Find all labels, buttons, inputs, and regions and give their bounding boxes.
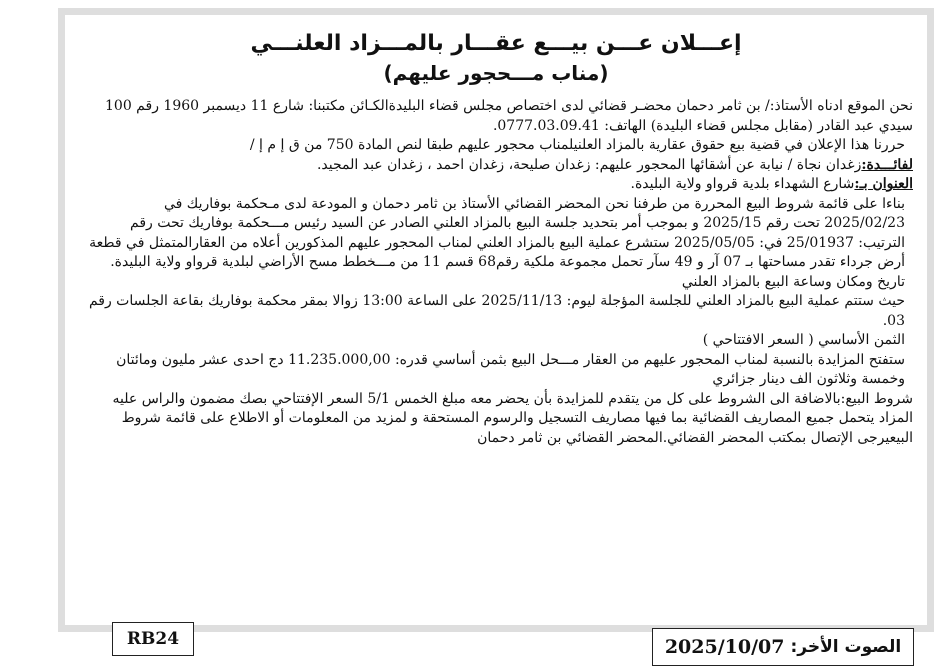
notice-subtitle: (مناب مـــحجور عليهم) xyxy=(383,61,609,85)
beneficiary-paragraph xyxy=(79,156,913,176)
reference-code-badge: RB24 xyxy=(112,622,194,656)
notice-frame xyxy=(58,8,934,632)
base-price-heading: الثمن الأساسي ( السعر الافتتاحي ) xyxy=(702,332,905,348)
property-paragraph: بناءا على قائمة شروط البيع المحررة من طرفنا نحن المحضر القضائي الأستاذ بن ثامر دحمان و المودعة لدى مـحكمة بوفاريك في 2025/02/23 تحت رقم 2025/15 و بموجب أمر بتحديد جلسة البيع بالمزاد العلني الصادر عن السيد رئيس مـــحكمة بوفاريك تحت رقم الترتيب: 25/01937 في: 2025/05/05 ستشرع عملية البيع بالمزاد العلني لمناب المحجور عليهم المذكورين أعلاه من العقارالمتمثل في قطعة أرض جرداء تقدر مساحتها بـ 07 آر و 49 سآر تحمل مجموعة ملكية رقم68 قسم 11 من مـــخطط مسح الأراضي لبلدية قرواو ولاية البليدة. xyxy=(89,195,905,270)
notice-text xyxy=(79,97,913,448)
address-paragraph xyxy=(79,175,913,195)
beneficiary-text: زغدان نجاة / نيابة عن أشقائها المحجور عليهم: زغدان صليحة، زغدان احمد ، زغدان عبد المجيد. xyxy=(316,156,862,173)
publication-date: 2025/10/07 xyxy=(664,636,785,658)
notice-title: إعـــلان عـــن بيـــع عقـــار بالمـــزاد العلنـــي xyxy=(250,31,742,56)
notice-body xyxy=(65,15,927,625)
address-text: شارع الشهداء بلدية قرواو ولاية البليدة. xyxy=(630,176,855,192)
sale-time-heading: تاريخ ومكان وساعة البيع بالمزاد العلني xyxy=(681,273,905,290)
case-paragraph: حررنا هذا الإعلان في قضية بيع حقوق عقارية بالمزاد العلنيلمناب محجور عليهم طبقا لنص المادة 750 من ق إ م إ / xyxy=(249,137,905,153)
beneficiary-label: لفائـــدة: xyxy=(861,156,913,173)
publication-footer xyxy=(652,628,914,666)
bailiff-intro-paragraph: نحن الموقع ادناه الأستاذ:/ بن ثامر دحمان محضـر قضائي لدى اختصاص مجلس قضاء البليدةالكـائن مكتبنا: شارع 11 ديسمبر 1960 رقم 100 سيدي عبد القادر (مقابل مجلس قضاء البليدة) الهاتف: 0777.03.09.41. xyxy=(105,98,913,134)
sale-conditions-paragraph: شروط البيع:بالاضافة الى الشروط على كل من يتقدم للمزايدة بأن يحضر معه مبلغ الخمس 5/1 السعر الإفتتاحي بصك مضمون والراس عليه المزاد يتحمل جميع المصاريف القضائية بما فيها مصاريف التسجيل والرسوم المستحقة و لمزيد من المعلومات أو الاطلاع على قائمة شروط البيعيرجى الإتصال بمكتب المحضر القضائي.المحضر القضائي بن ثامر دحمان xyxy=(112,390,913,446)
base-price-paragraph: ستفتح المزايدة بالنسبة لمناب المحجور عليهم من العقار مـــحل البيع بثمن أساسي قدره: 11.235.000,00 دج احدى عشر مليون ومائتان وخمسة وثلاثون الف دينار جزائري xyxy=(116,351,905,387)
address-label: العنوان بـ: xyxy=(854,176,913,192)
newspaper-name: الصوت الأخر: xyxy=(790,637,902,657)
sale-time-paragraph: حيث ستتم عملية البيع بالمزاد العلني للجلسة المؤجلة ليوم: 2025/11/13 على الساعة 13:00 زوالا بمقر محكمة بوفاريك بقاعة الجلسات رقم 03. xyxy=(88,293,905,329)
